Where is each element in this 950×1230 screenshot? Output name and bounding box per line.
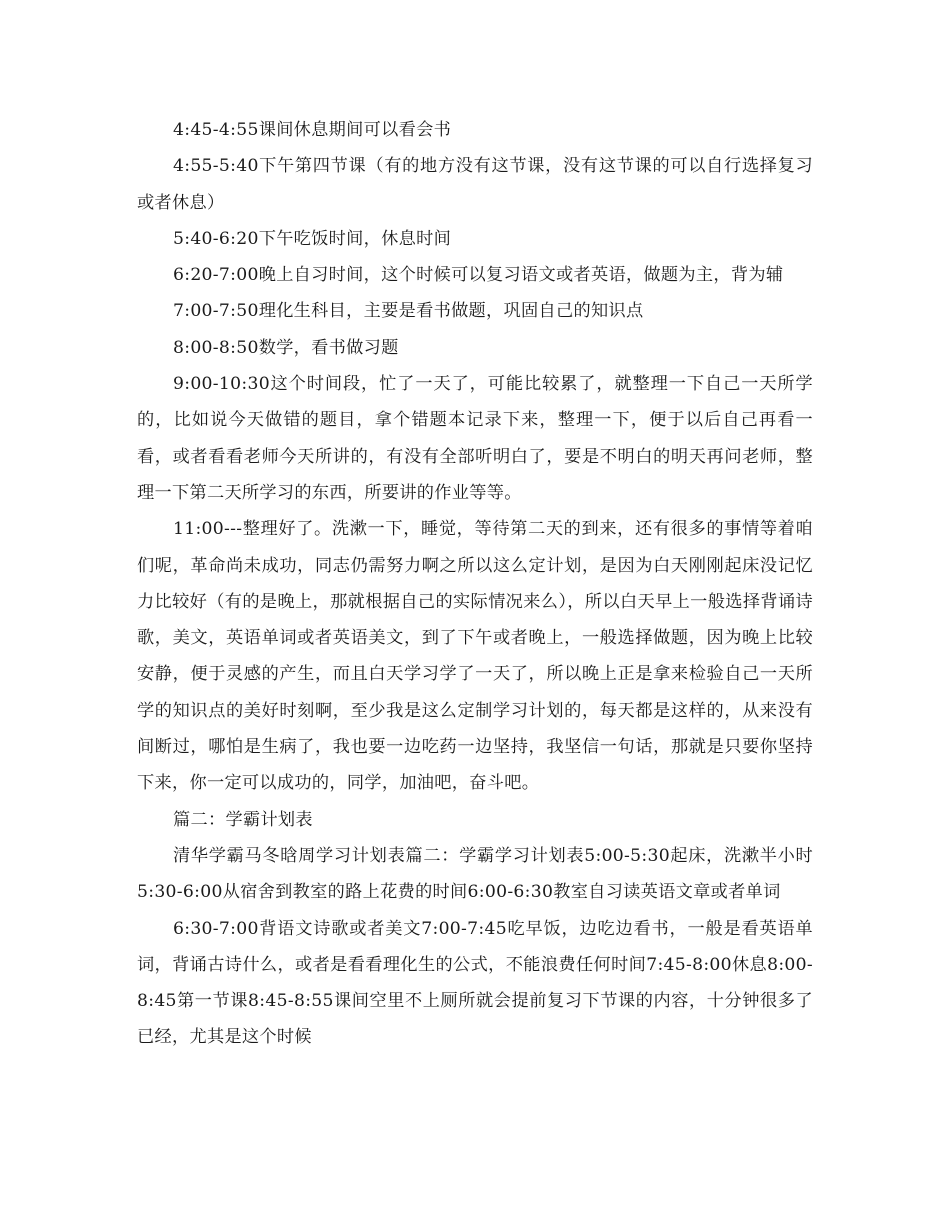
paragraph: 清华学霸马冬晗周学习计划表篇二：学霸学习计划表5:00-5:30起床，洗漱半小时5:30-6:00从宿舍到教室的路上花费的时间6:00-6:30教室自习读英语文章或者单词 — [137, 845, 813, 903]
paragraph: 6:20-7:00晚上自习时间，这个时候可以复习语文或者英语，做题为主，背为辅 — [173, 265, 784, 286]
paragraph: 11:00---整理好了。洗漱一下，睡觉，等待第二天的到来，还有很多的事情等着咱们呢，革命尚未成功，同志仍需努力啊之所以这么定计划，是因为白天刚刚起床没记忆力比较好（有的是晚上，那就根据自己的实际情况来么），所以白天早上一般选择背诵诗歌，美文，英语单词或者英语美文，到了下午或者晚上，一般选择做题，因为晚上比较安静，便于灵感的产生，而且白天学习学了一天了，所以晚上正是拿来检验自己一天所学的知识点的美好时刻啊，至少我是这么定制学习计划的，每天都是这样的，从来没有间断过，哪怕是生病了，我也要一边吃药一边坚持，我坚信一句话，那就是只要你坚持下来，你一定可以成功的，同学，加油吧，奋斗吧。 — [137, 519, 813, 794]
paragraph: 4:55-5:40下午第四节课（有的地方没有这节课，没有这节课的可以自行选择复习或者休息） — [137, 156, 813, 213]
paragraph: 5:40-6:20下午吃饭时间，休息时间 — [173, 228, 452, 249]
paragraph: 9:00-10:30这个时间段，忙了一天了，可能比较累了，就整理一下自己一天所学的，比如说今天做错的题目，拿个错题本记录下来，整理一下，便于以后自己再看一看，或者看看老师今天所讲的，有没有全部听明白了，要是不明白的明天再问老师，整理一下第二天所学习的东西，所要讲的作业等等。 — [137, 374, 813, 503]
paragraph: 8:00-8:50数学，看书做习题 — [173, 337, 399, 358]
paragraph: 6:30-7:00背语文诗歌或者美文7:00-7:45吃早饭，边吃边看书，一般是看英语单词，背诵古诗什么，或者是看看理化生的公式，不能浪费任何时间7:45-8:00休息8:00-8:45第一节课8:45-8:55课间空里不上厕所就会提前复习下节课的内容，十分钟很多了已经，尤其是这个时候 — [137, 918, 813, 1048]
section-heading: 篇二：学霸计划表 — [173, 809, 313, 830]
paragraph: 7:00-7:50理化生科目，主要是看书做题，巩固自己的知识点 — [173, 301, 644, 322]
paragraph: 4:45-4:55课间休息期间可以看会书 — [173, 120, 452, 140]
document-body — [137, 112, 813, 1056]
